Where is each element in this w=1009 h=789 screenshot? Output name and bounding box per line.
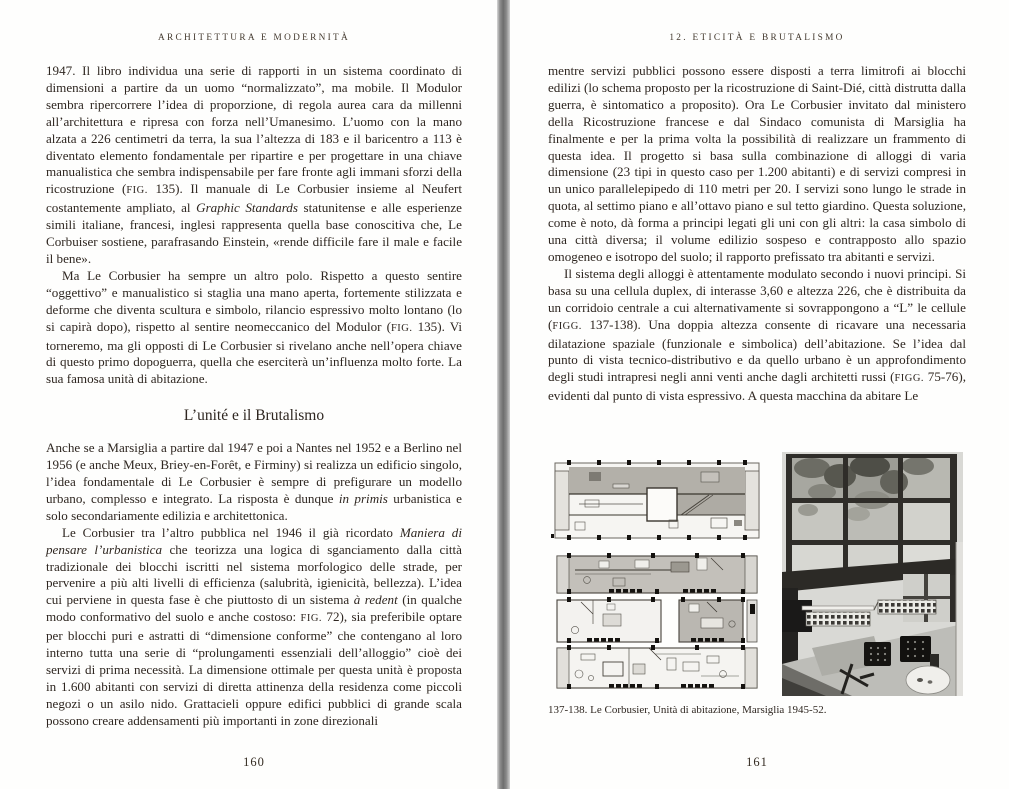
- binding-gutter: [497, 0, 510, 789]
- running-header-left: ARCHITETTURA E MODERNITÀ: [157, 33, 351, 43]
- figure-caption: 137-138. Le Corbusier, Unità di abitazione, Marsiglia 1945-52.: [548, 704, 827, 716]
- text-column-right: [548, 63, 966, 405]
- floor-plans-image: [551, 458, 763, 690]
- paragraph: mentre servizi pubblici possono essere disposti a terra limitrofi ai blocchi edilizi (lo schema proposto per la ricostruzione di Saint-Dié, città distrutta dalla guerra, è sintomatico a proposito). Ora Le Corbusier invitato dal ministero della Ricostruzione francese e dal Sindaco comunista di Marsiglia ha finalmente e per la prima volta la possibilità di realizzare un frammento di questa idea. Il progetto si basa sulla combinazione di alloggi di varia dimensione (23 tipi in questo caso per 1.200 abitanti) e di servizi compresi in un unico parallelepipedo di 110 metri per 20. I servizi sono lungo le strade in quota, al settimo piano e all’ottavo piano e sul tetto giardino. Questa soluzione, come è noto, dà forma a principi legati gli uni con gli altri: la casa simbolo di una città diversa; il volume edilizio sospeso e contrapposto allo spazio omogeneo e isotropo del suolo; il rapporto prefissato tra abitanti e servizi.: [548, 63, 966, 264]
- page-left: [0, 0, 497, 789]
- parapet-grid: [878, 600, 936, 614]
- interior-photo-image: [782, 452, 963, 696]
- section-drawing: [551, 460, 759, 540]
- section-heading: L’unité e il Brutalismo: [183, 407, 325, 425]
- running-header-right: 12. ETICITÀ E BRUTALISMO: [669, 33, 845, 43]
- page-right: [510, 0, 1009, 789]
- paragraph: Ma Le Corbusier ha sempre un altro polo. Rispetto a questo sentire “oggettivo” e manualistico si staglia una mano aperta, fortemente stilizzata e deforme che diventa scultura e simbolo, rilancio espressivo molto lontano (lo si capirà dopo), rispetto al sentire neomeccanico del Modulor (FIG. 135). Vi torneremo, ma gli opposti di Le Corbusier si rivelano anche nell’opera chiave di questo primo dopoguerra, quella che eserciterà un’influenza molto forte. La sua famosa unità di abitazione.: [46, 267, 462, 387]
- pouf: [864, 642, 891, 666]
- page-number-left: 160: [243, 755, 265, 769]
- page-number-right: 161: [746, 755, 768, 769]
- paragraph: 1947. Il libro individua una serie di rapporti in un sistema coordinato di dimensioni a partire da un uomo “normalizzato”, ma mobile. Il Modulor sembra ripercorrere l’idea di proporzione, di regola aurea cara da millenni all’architettura e ripresa con forza nell’Umanesimo. L’uomo con la mano alzata a 226 centimetri da terra, la sua l’altezza di 183 e il baricentro a 113 è diventato elemento fondamentale per ripartire e per progettare in una chiave manualistica che sembra indispensabile per fare fronte agli immani sforzi della ricostruzione (FIG. 135). Il manuale di Le Corbusier insieme al Neufert costantemente ampliato, al Graphic Standards statunitense e alle esperienze simili italiane, francesi, inglesi rappresenta quella base conoscitiva che, Le Corbuiser sostiene, parafrasando Einstein, «rende difficile fare il male e facile il bene».: [46, 63, 462, 266]
- floor-plan-upper: [557, 553, 757, 594]
- floor-plan-middle: [557, 597, 757, 643]
- text-column-left: [46, 63, 462, 730]
- paragraph: Le Corbusier tra l’altro pubblica nel 1946 il già ricordato Maniera di pensare l’urbanistica che teorizza una logica di sganciamento dalla città tradizionale dei blocchi iscritti nel sistema morfologico delle strade, per pervenire a più alti livelli di efficienza (salubrità, igienicità, bellezza). L’idea cui perviene in questa fase è che piuttosto di un sistema à redent (in qualche modo conformativo del suolo e anche costoso: FIG. 72), sia preferibile optare per blocchi puri e astratti di “dimensione conforme” che contengano al loro interno tutta una serie di “prolungamenti essenziali dell’alloggio” cioè dei servizi di prima necessità. La dimensione ottimale per questa unità è proposta in 1.600 abitanti con servizi di diretta attinenza della residenza come piccoli negozi o un asilo nido. Grattacieli oppure edifici pubblici di grande scala possono creare addensamenti più importanti in zone direzionali: [46, 524, 462, 728]
- paragraph: Il sistema degli alloggi è attentamente modulato secondo i nuovi principi. Si basa su una cellula duplex, di interasse 3,60 e altezza 226, che è distribuita da un corridoio centrale a cui alternativamente si sovrappongono a “L” le cellule (FIGG. 137-138). Una doppia altezza consente di ricavare una necessaria dilatazione spaziale (funzionale e simbolica) dell’abitazione. Se l’idea dal punto di vista tecnico-distributivo e da quello urbano è un approfondimento degli studi intrapresi negli anni venti anche dagli architetti russi (FIGG. 75-76), evidenti dal punto di vista espressivo. A questa macchina da abitare Le: [548, 265, 966, 404]
- paragraph: Anche se a Marsiglia a partire dal 1947 e poi a Nantes nel 1952 e a Berlino nel 1956 (e anche Meux, Briey-en-Forêt, e Firminy) si realizza un edificio singolo, l’idea fondamentale di Le Corbusier è sempre di prefigurare un modello urbano, complesso e integrato. La risposta è dunque in primis urbanistica e solo secondariamente edilizia e architettonica.: [46, 440, 462, 523]
- parapet-grid: [806, 612, 870, 626]
- pouf: [900, 636, 931, 662]
- figure-137-138: [548, 452, 966, 714]
- floor-plan-lower: [557, 645, 757, 689]
- window-panes: [791, 455, 950, 570]
